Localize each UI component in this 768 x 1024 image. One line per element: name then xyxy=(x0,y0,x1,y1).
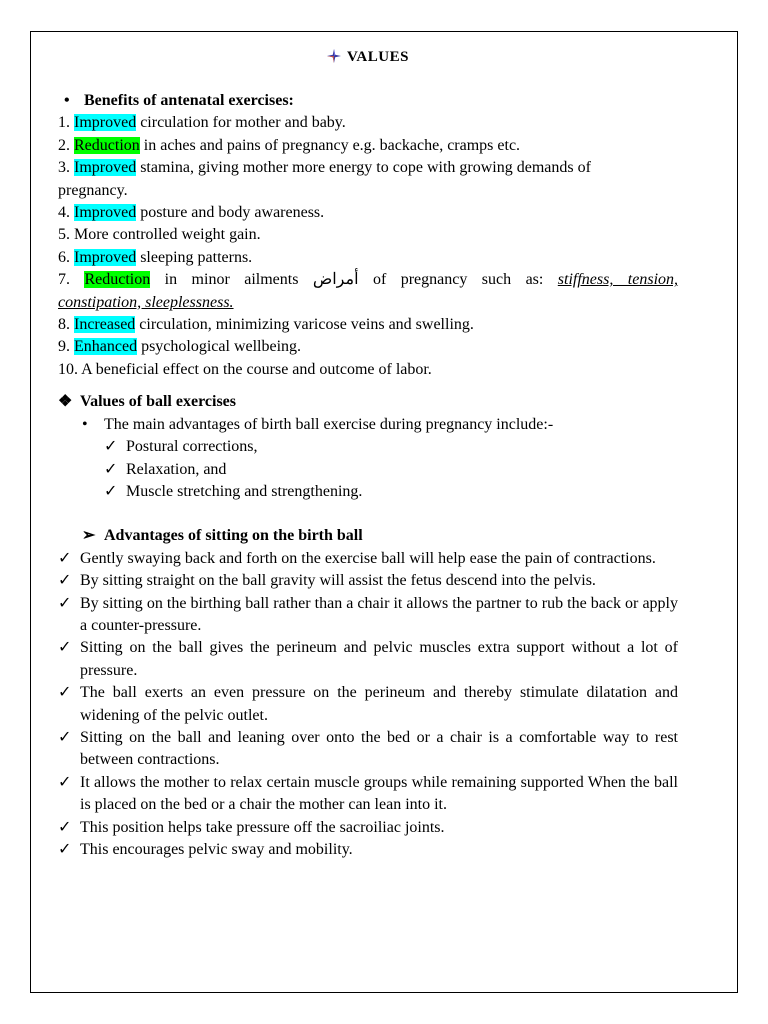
document-content xyxy=(58,46,678,861)
checkmark-icon: ✓ xyxy=(58,549,72,567)
list-item: 1. Improved circulation for mother and baby. xyxy=(58,114,346,132)
checkmark-icon: ✓ xyxy=(104,482,118,500)
list-item: 9. Enhanced psychological wellbeing. xyxy=(58,338,302,356)
sitting-heading: ➢ Advantages of sitting on the birth ball xyxy=(58,525,678,547)
page-title: VALUES xyxy=(58,46,678,70)
checkmark-icon: ✓ xyxy=(58,594,72,612)
list-item: ✓ By sitting straight on the ball gravity will assist the fetus descend into the pelvis. xyxy=(58,570,678,592)
ball-intro: • The main advantages of birth ball exercise during pregnancy include:- xyxy=(58,414,678,436)
list-item: ✓ It allows the mother to relax certain muscle groups while remaining supported When the ball is placed on the bed or a chair the mother can lean into it. xyxy=(58,773,678,814)
list-item: 4. Improved posture and body awareness. xyxy=(58,204,325,222)
list-item: ✓ By sitting on the birthing ball rather than a chair it allows the partner to rub the back or apply a counter-pressure. xyxy=(58,594,678,634)
list-item: 2. Reduction in aches and pains of pregnancy e.g. backache, cramps etc. xyxy=(58,136,521,154)
list-item: ✓ Relaxation, and xyxy=(58,459,678,481)
checkmark-icon: ✓ xyxy=(104,438,118,456)
benefits-heading: • Benefits of antenatal exercises: xyxy=(58,90,678,112)
list-item: ✓ Sitting on the ball and leaning over onto the bed or a chair is a comfortable way to rest between contractions. xyxy=(58,728,678,769)
list-item: ✓ Gently swaying back and forth on the exercise ball will help ease the pain of contractions. xyxy=(58,548,678,570)
list-item: ✓ This encourages pelvic sway and mobility. xyxy=(58,839,678,861)
checkmark-icon: ✓ xyxy=(104,460,118,478)
list-item: ✓ Sitting on the ball gives the perineum and pelvic muscles extra support without a lot of pressure. xyxy=(58,639,678,679)
bullet-icon: • xyxy=(64,92,70,109)
bullet-icon: • xyxy=(82,415,88,433)
list-item: 3. Improved stamina, giving mother more energy to cope with growing demands of xyxy=(58,159,591,177)
list-item: 10. A beneficial effect on the course and outcome of labor. xyxy=(58,360,432,378)
list-item: ✓ The ball exerts an even pressure on the perineum and thereby stimulate dilatation and widening of the pelvic outlet. xyxy=(58,684,678,724)
list-item: 6. Improved sleeping patterns. xyxy=(58,248,253,266)
checkmark-icon: ✓ xyxy=(58,572,72,590)
diamond-bullet-icon: ❖ xyxy=(58,393,73,411)
checkmark-icon: ✓ xyxy=(58,818,72,836)
checkmark-icon: ✓ xyxy=(58,841,72,858)
list-item: 8. Increased circulation, minimizing varicose veins and swelling. xyxy=(58,316,474,334)
checkmark-icon: ✓ xyxy=(58,773,72,791)
checkmark-icon: ✓ xyxy=(58,728,72,746)
list-item: ✓ This position helps take pressure off the sacroiliac joints. xyxy=(58,817,678,839)
arrow-bullet-icon: ➢ xyxy=(82,527,96,545)
list-item-continuation: pregnancy. xyxy=(58,181,128,199)
checkmark-icon: ✓ xyxy=(58,639,72,657)
list-item-continuation: constipation, sleeplessness. xyxy=(58,293,234,311)
list-item: 5. More controlled weight gain. xyxy=(58,226,261,244)
checkmark-icon: ✓ xyxy=(58,684,72,702)
four-point-star-icon xyxy=(327,48,341,70)
list-item: ✓ Muscle stretching and strengthening. xyxy=(58,481,678,503)
list-item: 7. Reduction in minor ailments أمراض of pregnancy such as: stiffness, tension, xyxy=(58,271,679,289)
ball-exercises-heading: ❖ Values of ball exercises xyxy=(58,391,678,413)
list-item: ✓ Postural corrections, xyxy=(58,436,678,458)
